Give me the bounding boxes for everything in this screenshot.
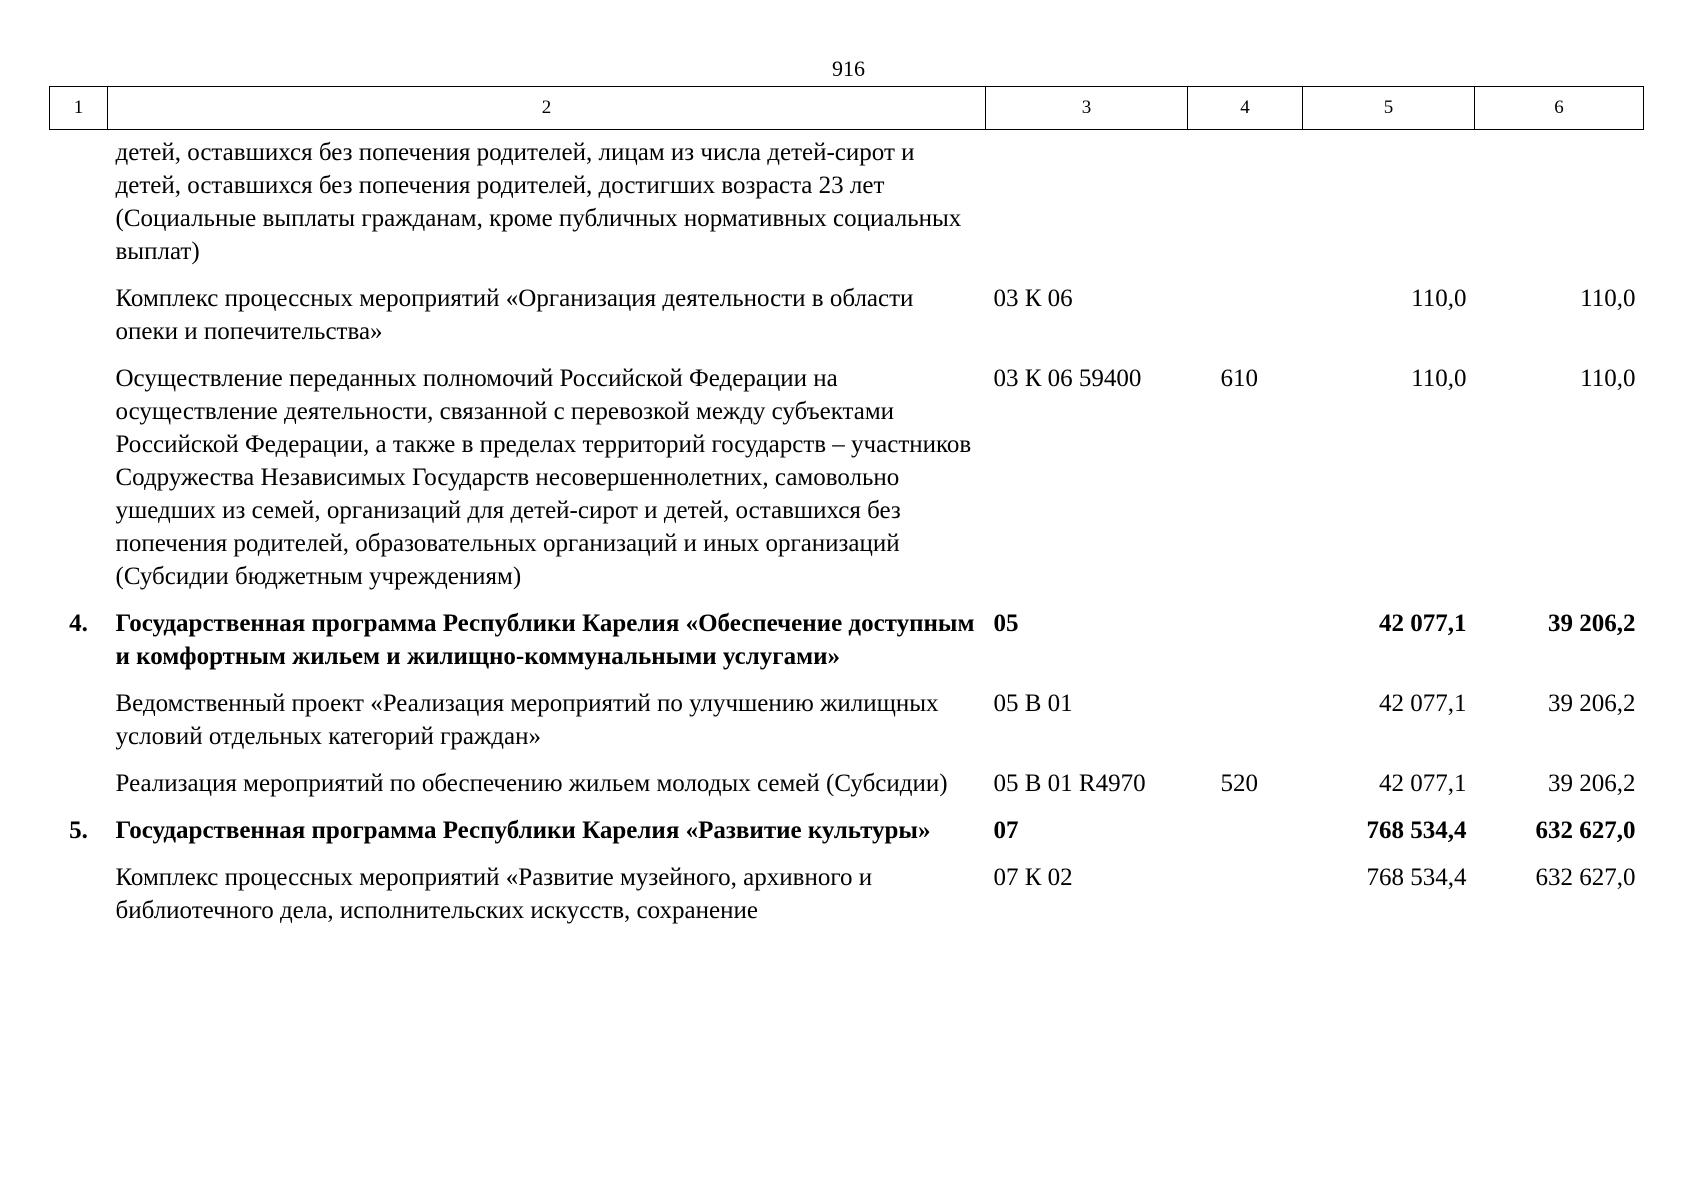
header-row	[50, 87, 1644, 130]
row-name: Государственная программа Республики Карелия «Обеспечение доступным и комфортным жильем и жилищно-коммунальными услугами»	[115, 610, 975, 670]
row-sum-col5: 110,0	[1411, 285, 1467, 312]
row-sum-col6: 110,0	[1580, 285, 1636, 312]
row-sum-col6	[1475, 130, 1644, 283]
table-row	[50, 861, 1644, 941]
table-row	[50, 362, 1644, 607]
header-col-4: 4	[1188, 87, 1303, 130]
row-number	[50, 362, 108, 607]
row-sum-col6: 632 627,0	[1535, 817, 1636, 844]
row-expense-type	[1188, 607, 1303, 687]
row-number	[50, 687, 108, 767]
header-col-6: 6	[1475, 87, 1644, 130]
row-sum-col6: 39 206,2	[1548, 610, 1636, 637]
row-target-code	[986, 130, 1188, 283]
row-sum-col6: 632 627,0	[1535, 864, 1636, 891]
program-row	[50, 814, 1644, 861]
budget-table	[49, 86, 1644, 941]
row-expense-type	[1188, 130, 1303, 283]
header-col-2: 2	[108, 87, 986, 130]
row-name: Ведомственный проект «Реализация мероприятий по улучшению жилищных условий отдельных категорий граждан»	[115, 690, 939, 750]
row-sum-col6: 39 206,2	[1548, 690, 1636, 717]
row-expense-type	[1188, 861, 1303, 941]
row-number	[50, 861, 108, 941]
header-col-3: 3	[986, 87, 1188, 130]
row-expense-type: 610	[1220, 365, 1258, 392]
program-row	[50, 607, 1644, 687]
row-expense-type	[1188, 814, 1303, 861]
header-col-1: 1	[50, 87, 108, 130]
table-row	[50, 282, 1644, 362]
row-number	[50, 130, 108, 283]
row-expense-type	[1188, 282, 1303, 362]
table-body	[50, 130, 1644, 942]
row-expense-type: 520	[1220, 770, 1258, 797]
row-sum-col5: 42 077,1	[1379, 610, 1467, 637]
row-target-code: 05 В 01 R4970	[993, 770, 1146, 797]
row-sum-col5: 42 077,1	[1379, 690, 1467, 717]
row-expense-type	[1188, 687, 1303, 767]
row-name: Осуществление переданных полномочий Российской Федерации на осуществление деятельности, связанной с перевозкой между субъектами Российской Федерации, а также в пределах территорий государств – участников Содружества Независимых Государств несовершеннолетних, самовольно ушедших из семей, организаций для детей-сирот и детей, оставшихся без попечения родителей, образовательных организаций и иных организаций (Субсидии бюджетным учреждениям)	[115, 365, 972, 590]
row-name: Комплекс процессных мероприятий «Организация деятельности в области опеки и попечительства»	[115, 285, 914, 345]
row-name: детей, оставшихся без попечения родителей, лицам из числа детей-сирот и детей, оставшихся без попечения родителей, достигших возраста 23 лет (Социальные выплаты гражданам, кроме публичных нормативных социальных выплат)	[115, 139, 962, 265]
row-target-code: 07 К 02	[993, 864, 1073, 891]
row-target-code: 07	[993, 817, 1019, 844]
row-name: Комплекс процессных мероприятий «Развитие музейного, архивного и библиотечного дела, исполнительских искусств, сохранение	[115, 864, 873, 924]
table-header	[50, 87, 1644, 130]
page-number: 916	[832, 56, 865, 81]
row-sum-col5: 42 077,1	[1379, 770, 1467, 797]
row-sum-col6: 110,0	[1580, 365, 1636, 392]
row-target-code: 05 В 01	[993, 690, 1073, 717]
row-number: 5.	[69, 817, 88, 844]
row-name: Государственная программа Республики Карелия «Развитие культуры»	[115, 817, 931, 844]
row-sum-col5: 110,0	[1411, 365, 1467, 392]
row-name: Реализация мероприятий по обеспечению жильем молодых семей (Субсидии)	[115, 770, 948, 797]
table-row	[50, 130, 1644, 283]
row-sum-col5: 768 534,4	[1366, 817, 1467, 844]
table-row	[50, 687, 1644, 767]
row-sum-col6: 39 206,2	[1548, 770, 1636, 797]
row-target-code: 03 К 06	[993, 285, 1073, 312]
row-target-code: 03 К 06 59400	[993, 365, 1142, 392]
table-row	[50, 767, 1644, 814]
row-sum-col5: 768 534,4	[1366, 864, 1467, 891]
row-number	[50, 767, 108, 814]
row-number: 4.	[69, 610, 88, 637]
row-number	[50, 282, 108, 362]
row-sum-col5	[1303, 130, 1475, 283]
row-target-code: 05	[993, 610, 1019, 637]
header-col-5: 5	[1303, 87, 1475, 130]
